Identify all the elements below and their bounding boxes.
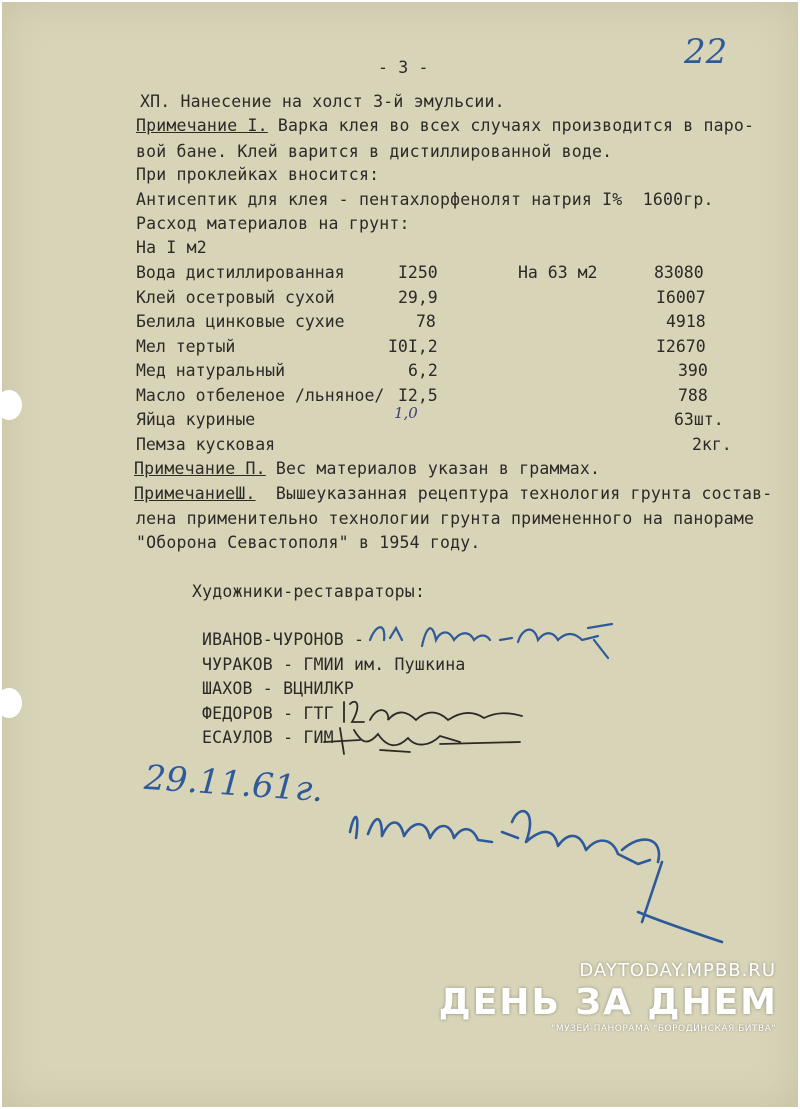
material-name: Мел тертый	[136, 337, 236, 356]
material-name: Масло отбеленое /льняное/	[136, 386, 385, 405]
section-heading: XП. Нанесение на холст 3-й эмульсии.	[140, 92, 505, 111]
watermark-url: DAYTODAY.MPBB.RU	[579, 960, 776, 981]
artists-title: Художники-реставраторы:	[192, 582, 426, 601]
watermark-logo: ДЕНЬ ЗА ДНЕМ	[438, 982, 778, 1023]
artist-line: ШАХОВ - ВЦНИЛКР	[202, 679, 355, 698]
note-2-label: Примечание П.	[134, 459, 266, 478]
eggs-handwritten-value: 1,0	[394, 404, 418, 422]
material-total: I2670	[656, 337, 706, 356]
watermark-subtitle: "МУЗЕЙ-ПАНОРАМА "БОРОДИНСКАЯ БИТВА"	[551, 1024, 776, 1034]
note-1-label: Примечание I.	[136, 116, 268, 135]
material-total: 2кг.	[692, 435, 732, 454]
per-unit-label: На I м2	[136, 238, 207, 257]
material-name: Мед натуральный	[136, 361, 286, 380]
archive-number: 22	[684, 32, 728, 72]
antiseptic-line: Антисептик для клея - пентахлорфенолят натрия I% 1600гр.	[136, 190, 714, 209]
note-3-text-2: лена применительно технологии грунта примененного на панораме	[136, 509, 755, 528]
note-3-text-1: Вышеуказанная рецептура технология грунта состав-	[255, 484, 773, 503]
per-total-label: На 63 м2	[518, 263, 598, 282]
note-3-label: ПримечаниеШ.	[134, 484, 256, 503]
material-per-m2: I2,5	[398, 386, 438, 405]
material-total: 83080	[654, 263, 704, 282]
material-name: Клей осетровый сухой	[136, 288, 335, 307]
punch-hole-bottom	[0, 688, 22, 718]
document-page	[2, 2, 798, 1107]
punch-hole-top	[0, 390, 22, 420]
note-2	[134, 459, 600, 479]
artist-line: ЕСАУЛОВ - ГИМ	[202, 728, 334, 747]
material-per-m2: 78	[416, 312, 436, 331]
note-3	[134, 484, 772, 504]
material-per-m2: 29,9	[398, 288, 438, 307]
signature-esaulov	[320, 720, 530, 760]
glue-intro: При проклейках вносится:	[136, 165, 380, 184]
signature-main	[342, 792, 742, 952]
note-2-text: Вес материалов указан в граммах.	[265, 459, 601, 478]
note-1-text-2: вой бане. Клей варится в дистиллированной воде.	[136, 142, 613, 161]
material-total: 390	[678, 361, 708, 380]
material-per-m2: 6,2	[408, 361, 438, 380]
material-name: Пемза кусковая	[136, 435, 276, 454]
consumption-title: Расход материалов на грунт:	[136, 214, 410, 233]
material-per-m2: I0I,2	[388, 337, 438, 356]
material-total: 4918	[666, 312, 706, 331]
material-total: I6007	[656, 288, 706, 307]
material-total: 788	[678, 386, 708, 405]
material-name: Белила цинковые сухие	[136, 312, 345, 331]
handwritten-date: 29.11.61г.	[142, 757, 325, 811]
artist-line: ИВАНОВ-ЧУРОНОВ -	[202, 630, 365, 649]
material-name: Вода дистиллированная	[136, 263, 345, 282]
material-total: 63шт.	[674, 410, 724, 429]
note-1-text-1: Варка клея во всех случаях производится в паро-	[267, 116, 755, 135]
note-1	[136, 116, 754, 136]
material-per-m2: I250	[398, 263, 438, 282]
artist-line: ФЕДОРОВ - ГТГ	[202, 704, 334, 723]
artist-line: ЧУРАКОВ - ГМИИ им. Пушкина	[202, 655, 466, 674]
signature-ivanov-churonov	[362, 610, 632, 660]
page-number: - 3 -	[378, 58, 429, 77]
material-name: Яйца куриные	[136, 410, 256, 429]
note-3-text-3: "Оборона Севастополя" в 1954 году.	[136, 533, 481, 552]
